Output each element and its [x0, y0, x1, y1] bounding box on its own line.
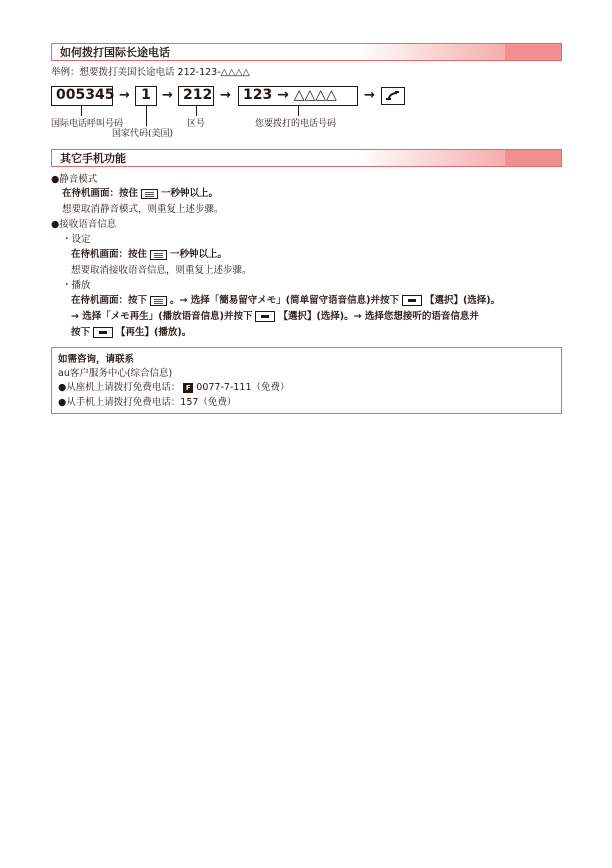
header-accent-block: [505, 150, 561, 166]
arrow: →: [119, 88, 130, 103]
label-tick: [298, 106, 299, 116]
manner-key-icon: [141, 189, 158, 199]
play-text: 【再生】(播放)。: [116, 327, 192, 338]
phone-number-main: 123: [243, 87, 273, 103]
voicemail-play-line1: [71, 294, 500, 307]
contact-mobile: ●从手机上请拨打免费电话：157（免费）: [58, 397, 237, 408]
step-suffix: 一秒钟以上。: [170, 249, 228, 260]
arrow: →: [162, 88, 173, 103]
free-dial-icon: F: [183, 383, 193, 393]
memo-key-icon: [150, 296, 167, 306]
voicemail-setting-cancel: 想要取消接收语音信息，则重复上述步骤。: [71, 265, 252, 276]
label-intl-code: 国际电话呼叫号码: [51, 119, 124, 129]
header-accent-block: [505, 44, 561, 60]
country-code-box: 1: [135, 86, 157, 106]
section-header-intl-call: [51, 43, 562, 61]
arrow: →: [277, 87, 289, 103]
center-key-icon: [402, 295, 422, 306]
phone-number-box: [238, 86, 358, 106]
voicemail-heading: ●接收语音信息: [51, 219, 117, 230]
play-text: 在待机画面：按下: [71, 295, 148, 306]
voicemail-setting-label: ・设定: [62, 234, 91, 245]
silent-mode-cancel: 想要取消静音模式，则重复上述步骤。: [62, 204, 224, 215]
landline-prefix: ●从座机上请拨打免费电话：: [58, 382, 181, 393]
voicemail-play-line3: [71, 326, 191, 339]
arrow: →: [364, 88, 375, 103]
step-suffix: 一秒钟以上。: [161, 188, 219, 199]
play-text: → 选择「メモ再生」(播放语音信息)并按下: [71, 311, 253, 322]
play-text: 按下: [71, 327, 91, 338]
area-code-box: 212: [178, 86, 214, 106]
section-title: 如何拨打国际长途电话: [60, 46, 170, 59]
silent-mode-step: [62, 187, 218, 200]
phone-number-tail: △△△△: [293, 87, 337, 103]
section-header-other-functions: [51, 149, 562, 167]
label-area-code: 区号: [187, 119, 206, 129]
contact-landline: [58, 381, 290, 394]
center-key-icon: [93, 327, 113, 338]
label-phone-number: 您要拨打的电话号码: [255, 119, 337, 129]
play-text: 。→ 选择「簡易留守メモ」(简单留守语音信息)并按下: [170, 295, 399, 306]
intl-code-box: 005345: [51, 86, 113, 106]
contact-box: [51, 347, 562, 414]
center-key-icon: [255, 311, 275, 322]
step-prefix: 在待机画面：按住: [62, 188, 139, 199]
voicemail-play-label: ・播放: [62, 280, 91, 291]
example-text: 举例：想要拨打美国长途电话 212-123-△△△△: [51, 67, 250, 78]
arrow: →: [220, 88, 231, 103]
label-tick: [146, 106, 147, 126]
memo-key-icon: [150, 250, 167, 260]
section-title: 其它手机功能: [60, 152, 126, 165]
contact-heading: 如需咨询，请联系: [58, 354, 135, 365]
silent-mode-heading: ●静音模式: [51, 174, 98, 185]
step-prefix: 在待机画面：按住: [71, 249, 148, 260]
play-text: 【選択】(选择)。→ 选择您想接听的语音信息并: [278, 311, 479, 322]
label-country-code: 国家代码(美国): [112, 129, 174, 139]
label-tick: [81, 106, 82, 116]
voicemail-play-line2: [71, 310, 479, 323]
play-text: 【選択】(选择)。: [424, 295, 501, 306]
phone-call-icon: [381, 87, 405, 105]
label-tick: [196, 106, 197, 116]
landline-number: 0077-7-111（免费）: [196, 382, 290, 393]
contact-service: au客户服务中心(综合信息): [58, 368, 173, 379]
voicemail-setting-step: [71, 248, 227, 261]
